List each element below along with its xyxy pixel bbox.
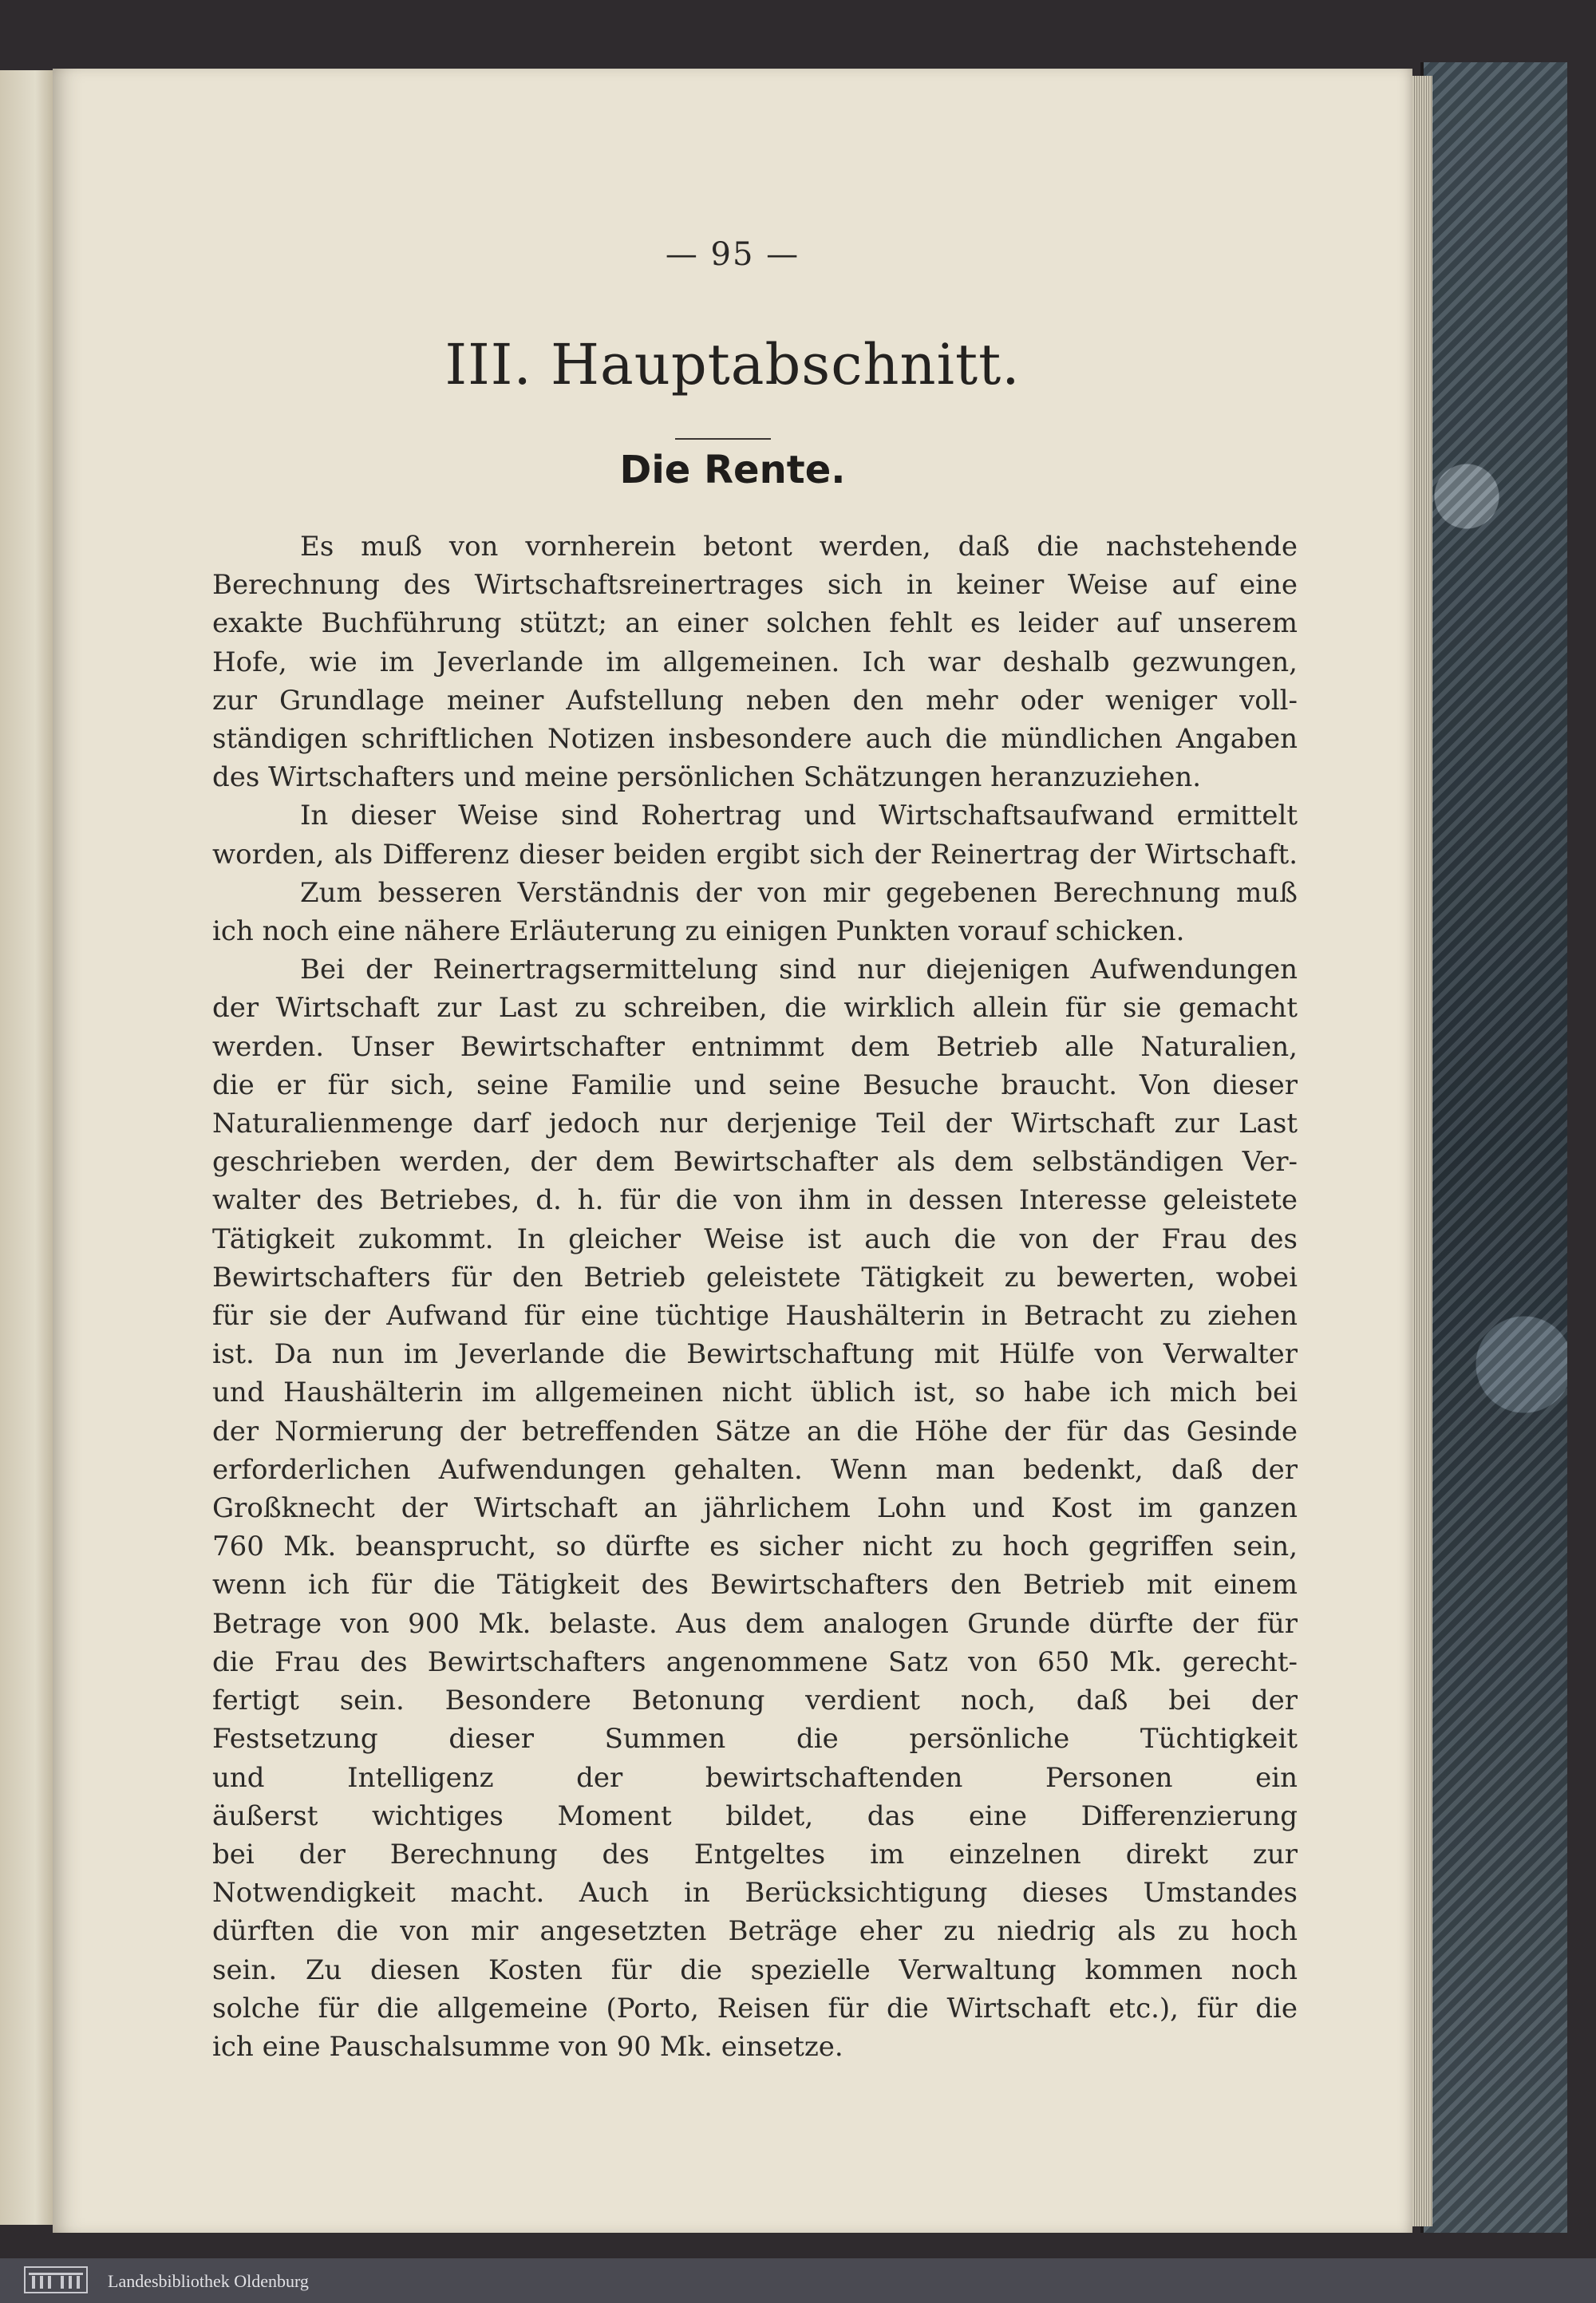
marbled-cover-board	[1420, 62, 1567, 2233]
text-line: der Normierung der betreffenden Sätze an die Höhe der für das Gesinde	[212, 1415, 1298, 1448]
text-line: der Wirtschaft zur Last zu schreiben, die wirklich allein für sie gemacht	[212, 992, 1298, 1025]
library-name: Landesbibliothek Oldenburg	[108, 2271, 309, 2291]
text-line: Hofe, wie im Jeverlande im allgemeinen. Ich war deshalb gezwungen,	[212, 646, 1298, 678]
text-line: dürften die von mir angesetzten Beträge eher zu niedrig als zu hoch	[212, 1915, 1298, 1948]
text-line: Festsetzung dieser Summen die persönliche Tüchtigkeit	[212, 1723, 1298, 1756]
text-line: solche für die allgemeine (Porto, Reisen für die Wirtschaft etc.), für die	[212, 1992, 1298, 2025]
text-line: erforderlichen Aufwendungen gehalten. Wenn man bedenkt, daß der	[212, 1453, 1298, 1486]
text-line: ich eine Pauschalsumme von 90 Mk. einsetze.	[212, 2030, 843, 2063]
text-line: sein. Zu diesen Kosten für die spezielle Verwaltung kommen noch	[212, 1953, 1298, 1986]
text-line: In dieser Weise sind Rohertrag und Wirtschaftsaufwand ermittelt	[300, 800, 1298, 832]
text-line: Bei der Reinertragsermittelung sind nur diejenigen Aufwendungen	[300, 954, 1298, 986]
text-line: Berechnung des Wirtschaftsreinertrages sich in keiner Weise auf eine	[212, 569, 1298, 602]
body-text	[212, 527, 1298, 2066]
text-line: die er für sich, seine Familie und seine Besuche braucht. Von dieser	[212, 1069, 1298, 1101]
title-rule	[675, 438, 771, 440]
text-line: für sie der Aufwand für eine tüchtige Haushälterin in Betracht zu ziehen	[212, 1300, 1298, 1333]
text-line: 760 Mk. beansprucht, so dürfte es sicher nicht zu hoch gegriffen sein,	[212, 1531, 1298, 1563]
text-line: die Frau des Bewirtschafters angenommene Satz von 650 Mk. gerecht-	[212, 1645, 1298, 1678]
book-page	[53, 69, 1412, 2233]
text-line: werden. Unser Bewirtschafter entnimmt dem Betrieb alle Naturalien,	[212, 1030, 1298, 1063]
section-title: Die Rente.	[619, 448, 846, 492]
text-line: bei der Berechnung des Entgeltes im einzelnen direkt zur	[212, 1838, 1298, 1870]
text-line: des Wirtschafters und meine persönlichen Schätzungen heranzuziehen.	[212, 761, 1202, 794]
text-line: walter des Betriebes, d. h. für die von ihm in dessen Interesse geleistete	[212, 1184, 1298, 1217]
library-building-icon	[24, 2266, 88, 2293]
text-line: äußerst wichtiges Moment bildet, das eine Differenzierung	[212, 1799, 1298, 1832]
text-line: ist. Da nun im Jeverlande die Bewirtschaftung mit Hülfe von Verwalter	[212, 1338, 1298, 1371]
text-line: und Intelligenz der bewirtschaftenden Personen ein	[212, 1761, 1298, 1794]
text-line: exakte Buchführung stützt; an einer solchen fehlt es leider auf unserem	[212, 607, 1298, 640]
text-line: geschrieben werden, der dem Bewirtschafter als dem selbständigen Ver-	[212, 1146, 1298, 1179]
previous-page-edge	[0, 70, 59, 2225]
text-line: Zum besseren Verständnis der von mir gegebenen Berechnung muß	[300, 876, 1298, 909]
text-line: Naturalienmenge darf jedoch nur derjenige Teil der Wirtschaft zur Last	[212, 1108, 1298, 1140]
text-line: worden, als Differenz dieser beiden ergibt sich der Reinertrag der Wirtschaft.	[212, 838, 1298, 871]
text-line: Es muß von vornherein betont werden, daß die nachstehende	[300, 531, 1298, 563]
text-line: Notwendigkeit macht. Auch in Berücksichtigung dieses Umstandes	[212, 1877, 1298, 1910]
text-line: fertigt sein. Besondere Betonung verdient noch, daß bei der	[212, 1685, 1298, 1717]
text-line: ich noch eine nähere Erläuterung zu einigen Punkten vorauf schicken.	[212, 915, 1185, 948]
text-line: ständigen schriftlichen Notizen insbesondere auch die mündlichen Angaben	[212, 723, 1298, 756]
text-line: Großknecht der Wirtschaft an jährlichem Lohn und Kost im ganzen	[212, 1492, 1298, 1525]
text-line: und Haushälterin im allgemeinen nicht üblich ist, so habe ich mich bei	[212, 1377, 1298, 1409]
text-line: Bewirtschafters für den Betrieb geleistete Tätigkeit zu bewerten, wobei	[212, 1261, 1298, 1294]
text-line: Betrage von 900 Mk. belaste. Aus dem analogen Grunde dürfte der für	[212, 1607, 1298, 1640]
text-line: zur Grundlage meiner Aufstellung neben den mehr oder weniger voll-	[212, 684, 1298, 717]
page-number: — 95 —	[665, 236, 800, 273]
text-line: Tätigkeit zukommt. In gleicher Weise ist auch die von der Frau des	[212, 1223, 1298, 1255]
chapter-title: III. Hauptabschnitt.	[444, 332, 1021, 397]
text-line: wenn ich für die Tätigkeit des Bewirtschafters den Betrieb mit einem	[212, 1569, 1298, 1602]
footer-bar	[0, 2258, 1596, 2303]
